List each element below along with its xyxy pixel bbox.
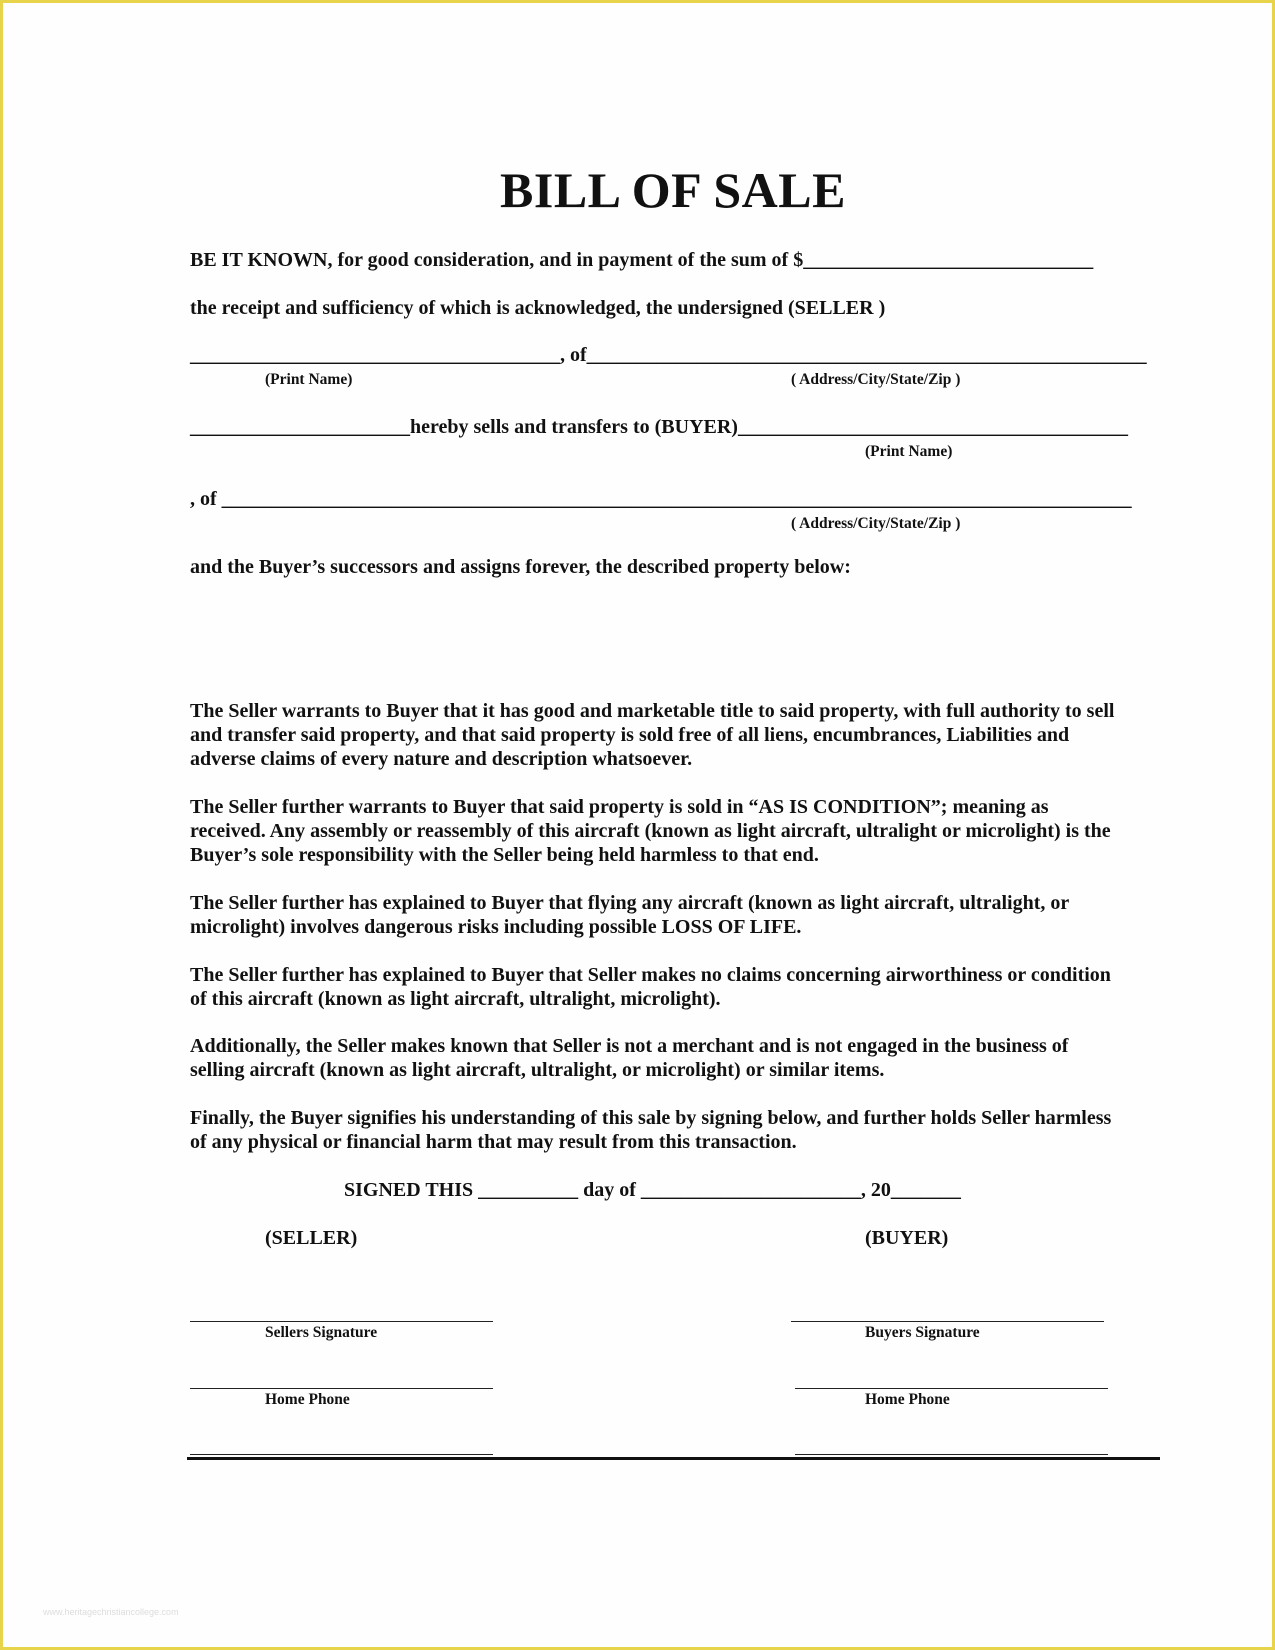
buyer-home-phone-label: Home Phone bbox=[865, 1391, 950, 1408]
buyer-signature-rule bbox=[791, 1321, 1104, 1322]
signed-date-line: SIGNED THIS __________ day of ______________________, 20_______ bbox=[344, 1179, 961, 1201]
buyer-address-label: ( Address/City/State/Zip ) bbox=[791, 515, 961, 532]
property-line: and the Buyer’s successors and assigns forever, the described property below: bbox=[190, 556, 851, 578]
seller-extra-rule bbox=[190, 1454, 493, 1455]
buyers-signature-label: Buyers Signature bbox=[865, 1324, 980, 1341]
seller-name-line: _____________________________________, of________________________________________________________ bbox=[190, 344, 1147, 366]
buyer-address-line: , of ___________________________________________________________________________________________ bbox=[190, 488, 1132, 510]
airworthiness-paragraph: The Seller further has explained to Buyer that Seller makes no claims concerning airworthiness or condition of this aircraft (known as light aircraft, ultralight, microlight). bbox=[190, 964, 1111, 1010]
buyer-extra-rule bbox=[795, 1454, 1108, 1455]
sellers-signature-label: Sellers Signature bbox=[265, 1324, 378, 1341]
buyer-home-phone-rule bbox=[795, 1388, 1108, 1389]
buyer-heading: (BUYER) bbox=[865, 1227, 949, 1249]
transfer-line: ______________________hereby sells and transfers to (BUYER)_______________________________________ bbox=[190, 416, 1128, 438]
risk-paragraph: The Seller further has explained to Buyer that flying any aircraft (known as light aircraft, ultralight, or microlight) involves dangerous risks including possible LOSS OF LIFE. bbox=[190, 892, 1070, 938]
warranty-title-paragraph: The Seller warrants to Buyer that it has good and marketable title to said property, with full authority to sell and transfer said property, and that said property is sold free of all liens, encumbrances, Liabilities and adverse claims of every nature and description whatsoever. bbox=[190, 700, 1115, 770]
seller-home-phone-label: Home Phone bbox=[265, 1391, 350, 1408]
seller-home-phone-rule bbox=[190, 1388, 493, 1389]
receipt-line: the receipt and sufficiency of which is acknowledged, the undersigned (SELLER ) bbox=[190, 297, 886, 319]
document-title: BILL OF SALE bbox=[500, 162, 846, 218]
as-is-paragraph: The Seller further warrants to Buyer that said property is sold in “AS IS CONDITION”; meaning as received. Any assembly or reassembly of this aircraft (known as light aircraft, ultralight or microlight) is the Buyer’s sole responsibility with the Seller being held harmless to that end. bbox=[190, 796, 1111, 866]
understanding-paragraph: Finally, the Buyer signifies his understanding of this sale by signing below, and further holds Seller harmless of any physical or financial harm that may result from this transaction. bbox=[190, 1107, 1112, 1153]
seller-print-name-label: (Print Name) bbox=[265, 371, 353, 388]
seller-address-label: ( Address/City/State/Zip ) bbox=[791, 371, 961, 388]
merchant-paragraph: Additionally, the Seller makes known that Seller is not a merchant and is not engaged in the business of selling aircraft (known as light aircraft, ultralight, or microlight) or similar items. bbox=[190, 1035, 1069, 1081]
bottom-rule bbox=[187, 1457, 1160, 1460]
watermark: www.heritagechristiancollege.com bbox=[43, 1607, 179, 1617]
seller-signature-rule bbox=[190, 1321, 493, 1322]
consideration-line: BE IT KNOWN, for good consideration, and in payment of the sum of $_____________________________ bbox=[190, 249, 1094, 271]
seller-heading: (SELLER) bbox=[265, 1227, 358, 1249]
buyer-print-name-label: (Print Name) bbox=[865, 443, 953, 460]
